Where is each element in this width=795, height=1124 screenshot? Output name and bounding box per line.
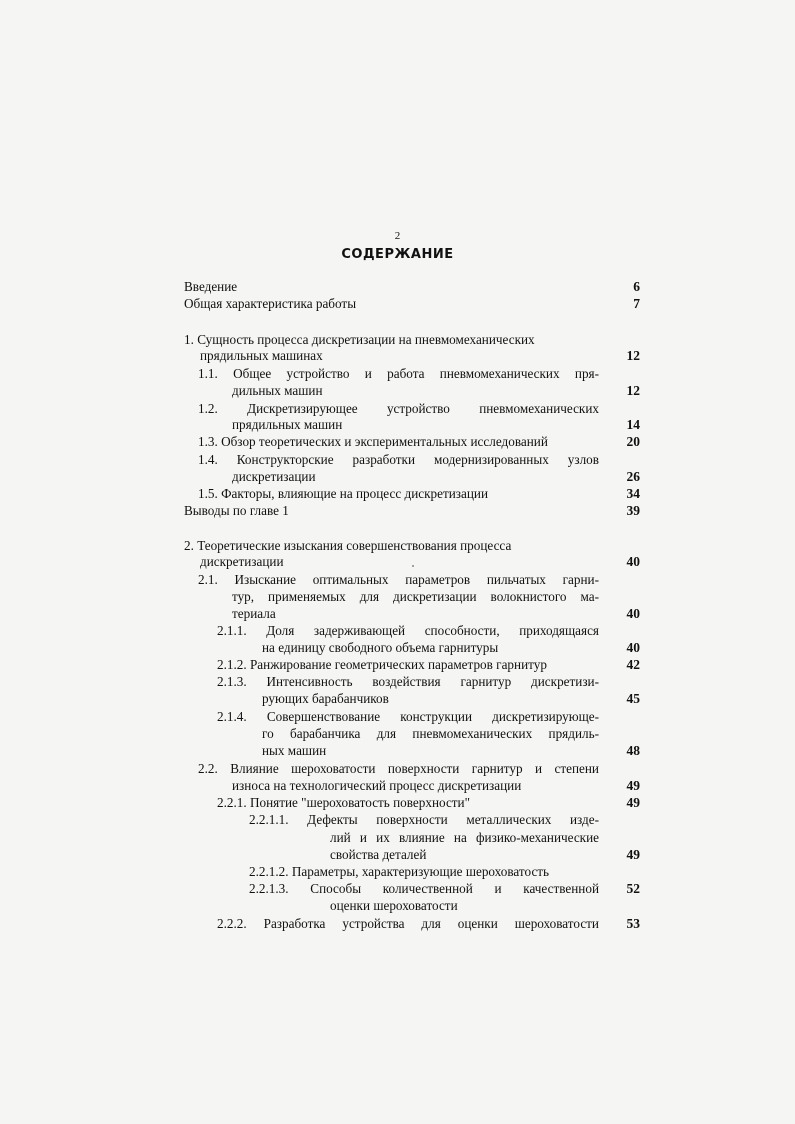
toc-entry bbox=[0, 365, 795, 383]
toc-entry-label: дискретизации bbox=[232, 469, 316, 484]
toc-entry-label: на единицу свободного объема гарнитуры bbox=[262, 640, 499, 655]
toc-entry-page: 42 bbox=[626, 657, 640, 672]
toc-entry bbox=[0, 553, 795, 571]
toc-entry-label: Выводы по главе 1 bbox=[184, 503, 289, 518]
toc-entry-label: 2.2.1.1. Дефекты поверхности металлических изде- bbox=[249, 812, 599, 827]
toc-entry bbox=[0, 416, 795, 434]
toc-entry-label: прядильных машинах bbox=[200, 348, 323, 363]
toc-entry-label: 2.1. Изыскание оптимальных параметров пильчатых гарни- bbox=[198, 572, 599, 587]
toc-entry-label: 1.3. Обзор теоретических и экспериментальных исследований bbox=[198, 434, 548, 449]
toc-entry-label: Общая характеристика работы bbox=[184, 296, 357, 311]
toc-entry-page: 7 bbox=[633, 296, 640, 311]
toc-entry-label: 1.5. Факторы, влияющие на процесс дискретизации bbox=[198, 486, 489, 501]
page-title: СОДЕРЖАНИЕ bbox=[341, 247, 454, 262]
toc-entry-label: ных машин bbox=[262, 743, 327, 758]
toc-entry-label: рующих барабанчиков bbox=[262, 691, 389, 706]
toc-entry bbox=[0, 485, 795, 503]
toc-entry bbox=[0, 382, 795, 400]
toc-entry-label: 2.1.1. Доля задерживающей способности, приходящаяся bbox=[217, 623, 599, 638]
toc-entry bbox=[0, 295, 795, 313]
toc-entry bbox=[0, 760, 795, 778]
toc-entry-label: 2.2.2. Разработка устройства для оценки шероховатости bbox=[217, 916, 599, 931]
toc-entry bbox=[0, 451, 795, 469]
toc-entry bbox=[0, 468, 795, 486]
toc-entry bbox=[0, 794, 795, 812]
toc-entry bbox=[0, 777, 795, 795]
page-number: 2 bbox=[394, 230, 401, 242]
toc-entry-label: свойства деталей bbox=[330, 847, 427, 862]
toc-entry-label: 2.2.1. Понятие "шероховатость поверхности" bbox=[217, 795, 470, 810]
toc-entry-label: дильных машин bbox=[232, 383, 323, 398]
toc-entry-label: го барабанчика для пневмомеханических прядиль- bbox=[262, 726, 599, 741]
toc-entry-label: 1. Сущность процесса дискретизации на пневмомеханических bbox=[184, 332, 535, 347]
toc-entry bbox=[0, 605, 795, 623]
toc-entry bbox=[0, 915, 795, 933]
toc-entry-page: 14 bbox=[626, 417, 640, 432]
toc-entry bbox=[0, 829, 795, 847]
toc-entry-page: 52 bbox=[626, 881, 640, 896]
toc-entry-label: 1.1. Общее устройство и работа пневмомеханических пря- bbox=[198, 366, 599, 381]
toc-entry bbox=[0, 863, 795, 881]
toc-entry-label: прядильных машин bbox=[232, 417, 343, 432]
toc-entry-label: териала bbox=[232, 606, 276, 621]
toc-entry-page: 49 bbox=[626, 795, 640, 810]
scan-speck bbox=[412, 565, 414, 567]
toc-entry-page: 48 bbox=[626, 743, 640, 758]
toc-entry bbox=[0, 622, 795, 640]
toc-entry-page: 53 bbox=[626, 916, 640, 931]
toc-entry bbox=[0, 639, 795, 657]
toc-entry bbox=[0, 347, 795, 365]
toc-entry-label: 2.2.1.2. Параметры, характеризующие шероховатость bbox=[249, 864, 550, 879]
toc-entry-page: 6 bbox=[633, 279, 640, 294]
toc-entry-label: 2.2.1.3. Способы количественной и качественной bbox=[249, 881, 599, 896]
toc-entry bbox=[0, 880, 795, 898]
toc-entry-page: 49 bbox=[626, 847, 640, 862]
toc-entry bbox=[0, 846, 795, 864]
toc-entry-page: 45 bbox=[626, 691, 640, 706]
toc-entry-label: 1.4. Конструкторские разработки модернизированных узлов bbox=[198, 452, 599, 467]
toc-entry-page: 40 bbox=[626, 640, 640, 655]
toc-entry-label: 2.1.2. Ранжирование геометрических параметров гарнитур bbox=[217, 657, 547, 672]
toc-entry bbox=[0, 502, 795, 520]
toc-entry-page: 12 bbox=[626, 348, 640, 363]
toc-entry-page: 12 bbox=[626, 383, 640, 398]
toc-entry-page: 49 bbox=[626, 778, 640, 793]
toc-entry-label: износа на технологический процесс дискретизации bbox=[232, 778, 522, 793]
toc-entry-label: 2. Теоретические изыскания совершенствования процесса bbox=[184, 538, 512, 553]
toc-entry bbox=[0, 897, 795, 915]
toc-entry-label: Введение bbox=[184, 279, 238, 294]
toc-entry-label: оценки шероховатости bbox=[330, 898, 458, 913]
toc-entry-page: 26 bbox=[626, 469, 640, 484]
toc-entry-label: 2.1.4. Совершенствование конструкции дискретизирующе- bbox=[217, 709, 599, 724]
toc-entry bbox=[0, 571, 795, 589]
toc-entry-label: тур, применяемых для дискретизации волокнистого ма- bbox=[232, 589, 599, 604]
toc-entry bbox=[0, 588, 795, 606]
toc-entry-page: 39 bbox=[626, 503, 640, 518]
toc-entry-label: 1.2. Дискретизирующее устройство пневмомеханических bbox=[198, 401, 599, 416]
toc-entry bbox=[0, 656, 795, 674]
toc-entry bbox=[0, 278, 795, 296]
toc-entry bbox=[0, 708, 795, 726]
toc-entry-page: 40 bbox=[626, 606, 640, 621]
toc-entry-label: 2.1.3. Интенсивность воздействия гарнитур дискретизи- bbox=[217, 674, 599, 689]
toc-entry bbox=[0, 725, 795, 743]
toc-entry-label: лий и их влияние на физико-механические bbox=[330, 830, 599, 845]
toc-entry bbox=[0, 673, 795, 691]
toc-entry-label: 2.2. Влияние шероховатости поверхности гарнитур и степени bbox=[198, 761, 599, 776]
toc-entry-page: 20 bbox=[626, 434, 640, 449]
toc-entry bbox=[0, 742, 795, 760]
toc-entry-label: дискретизации bbox=[200, 554, 284, 569]
toc-entry-page: 40 bbox=[626, 554, 640, 569]
toc-entry bbox=[0, 690, 795, 708]
toc-entry-page: 34 bbox=[626, 486, 640, 501]
toc-entry bbox=[0, 433, 795, 451]
toc-entry bbox=[0, 811, 795, 829]
